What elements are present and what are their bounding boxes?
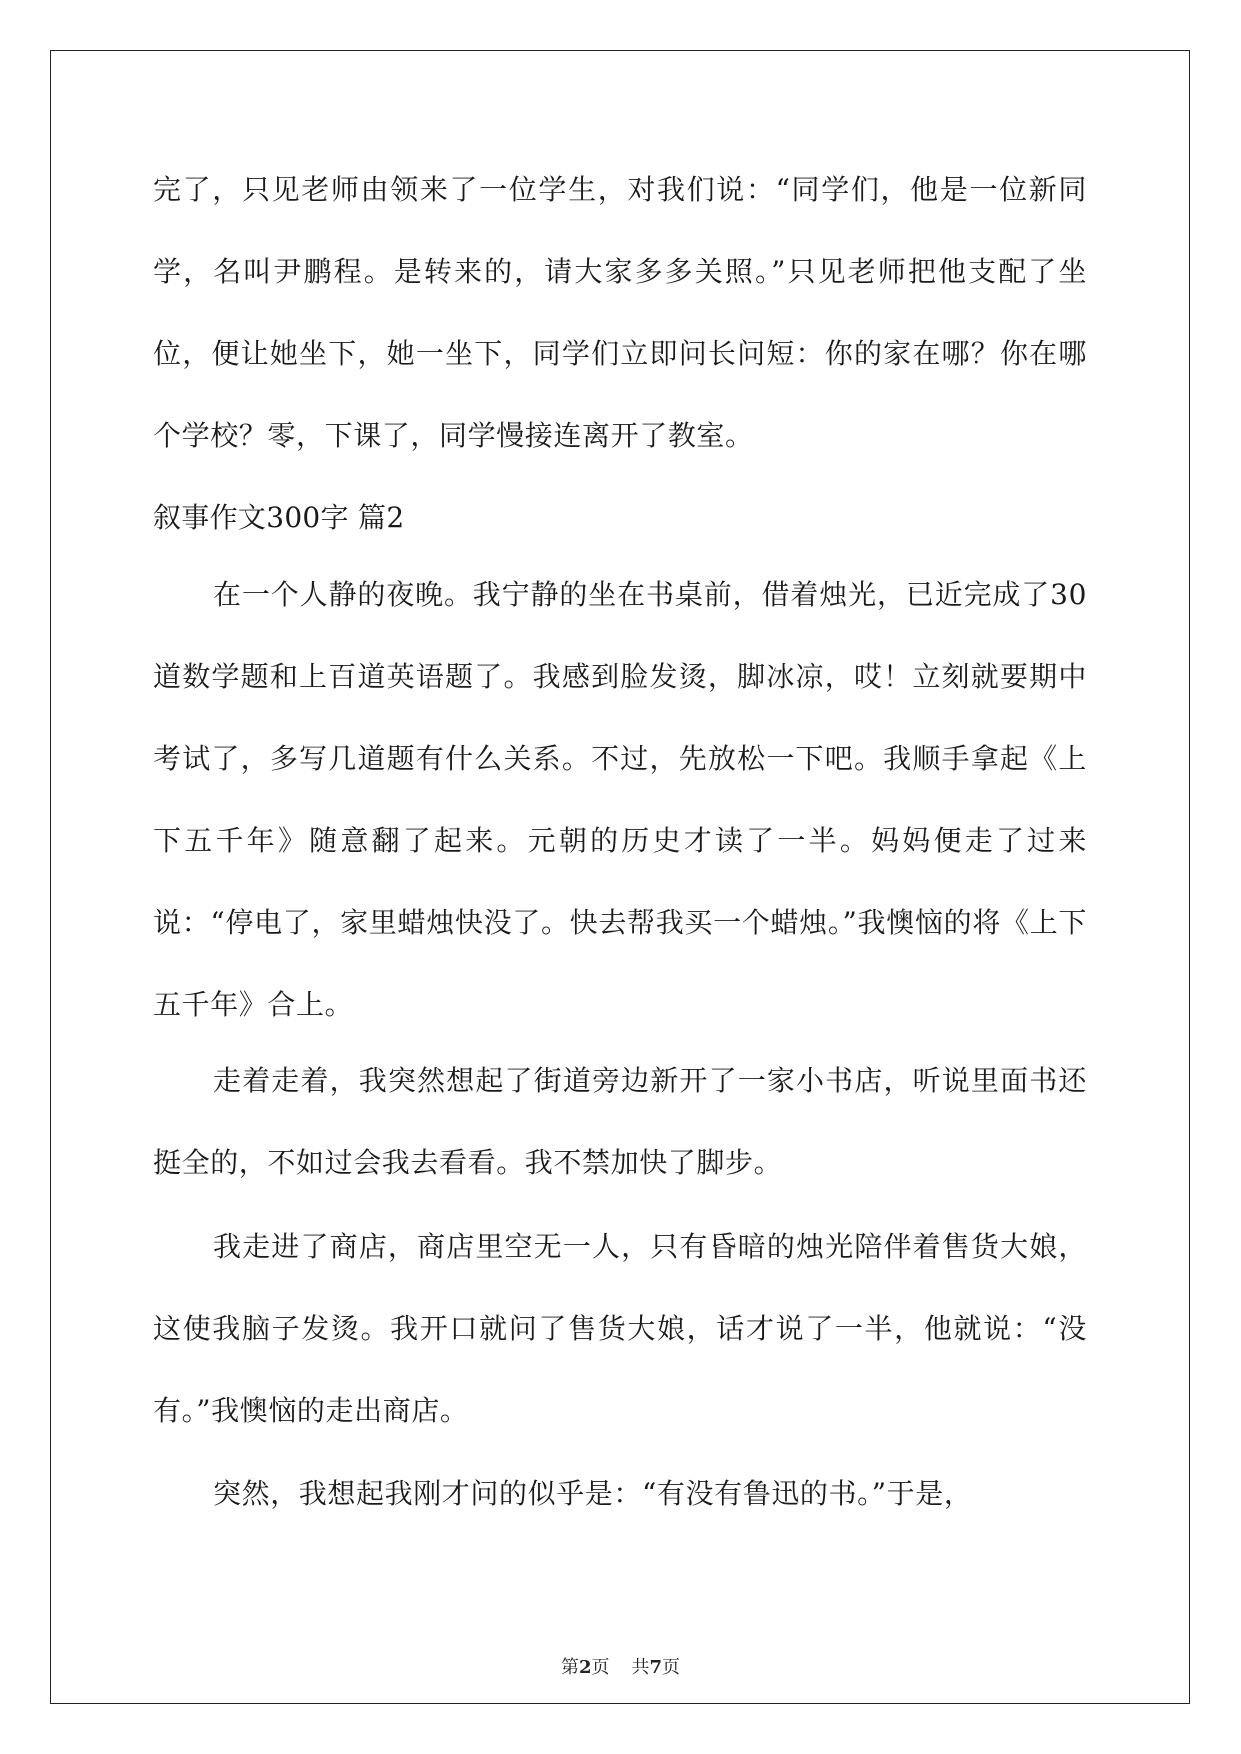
total-prefix: 共 — [631, 1657, 650, 1678]
total-pages: 7 — [649, 1657, 663, 1678]
paragraph: 走着走着，我突然想起了街道旁边新开了一家小书店，听说里面书还挺全的，不如过会我去看看。我不禁加快了脚步。 — [153, 1064, 1087, 1179]
section-heading: 叙事作文300字 篇2 — [153, 501, 405, 534]
page-number: 2 — [578, 1657, 592, 1678]
paragraph: 在一个人静的夜晚。我宁静的坐在书桌前，借着烛光，已近完成了30道数学题和上百道英语题了。我感到脸发烫，脚冰凉，哎！立刻就要期中考试了，多写几道题有什么关系。不过，先放松一下吧。我顺手拿起《上下五千年》随意翻了起来。元朝的历史才读了一半。妈妈便走了过来说：“停电了，家里蜡烛快没了。快去帮我买一个蜡烛。”我懊恼的将《上下五千年》合上。 — [153, 578, 1087, 1021]
total-suffix: 页 — [662, 1657, 681, 1678]
paragraph: 我走进了商店，商店里空无一人，只有昏暗的烛光陪伴着售货大娘，这使我脑子发烫。我开口就问了售货大娘，话才说了一半，他就说：“没有。”我懊恼的走出商店。 — [153, 1230, 1087, 1427]
page-prefix: 第 — [560, 1657, 579, 1678]
paragraph: 突然，我想起我刚才问的似乎是：“有没有鲁迅的书。”于是， — [213, 1477, 973, 1510]
paragraph-continued: 完了，只见老师由领来了一位学生，对我们说：“同学们，他是一位新同学，名叫尹鹏程。是转来的，请大家多多关照。”只见老师把他支配了坐位，便让她坐下，她一坐下，同学们立即问长问短：你的家在哪？你在哪个学校？零，下课了，同学慢接连离开了教室。 — [153, 173, 1087, 452]
page-suffix: 页 — [591, 1657, 610, 1678]
page-footer — [0, 1653, 1241, 1679]
